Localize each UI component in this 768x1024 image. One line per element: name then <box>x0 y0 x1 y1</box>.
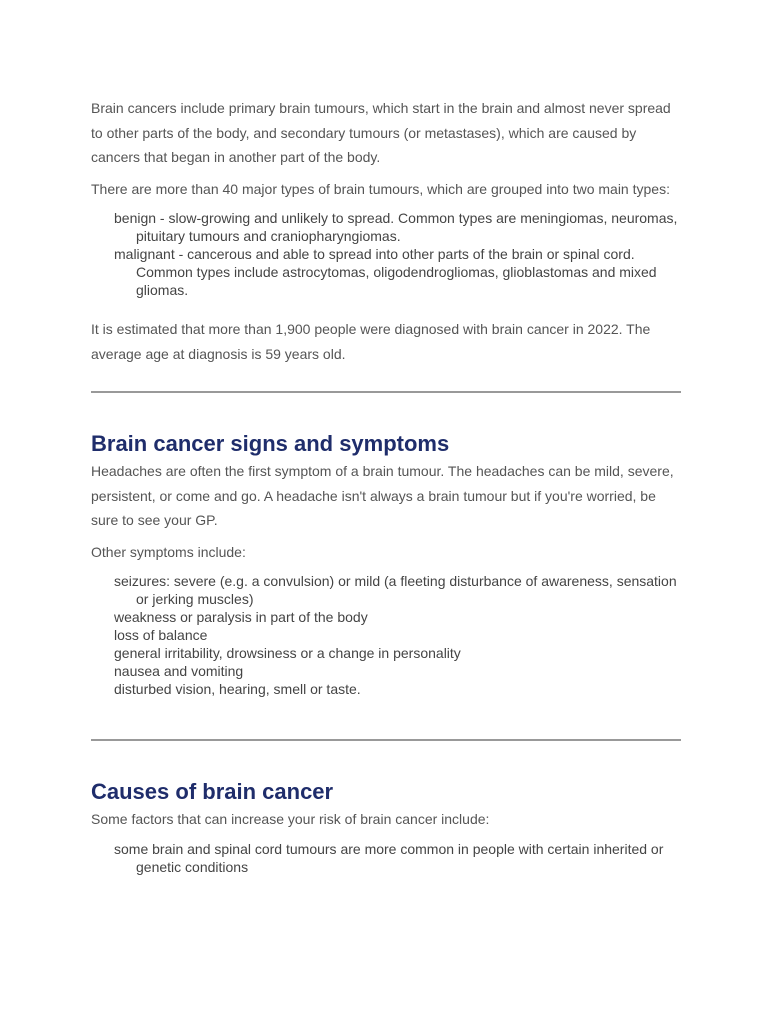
causes-heading: Causes of brain cancer <box>91 779 334 804</box>
list-item: some brain and spinal cord tumours are more common in people with certain inherited or genetic conditions <box>114 840 664 875</box>
list-item: general irritability, drowsiness or a change in personality <box>114 645 461 661</box>
list-item: benign - slow-growing and unlikely to spread. Common types are meningiomas, neuromas, pituitary tumours and craniopharyngiomas. <box>114 210 678 244</box>
symptoms-heading: Brain cancer signs and symptoms <box>91 431 450 456</box>
causes-paragraph: Some factors that can increase your risk of brain cancer include: <box>91 811 490 827</box>
symptoms-list <box>91 572 681 698</box>
list-item: weakness or paralysis in part of the body <box>114 609 368 625</box>
article <box>91 96 681 876</box>
symptoms-section <box>91 393 681 698</box>
list-item: seizures: severe (e.g. a convulsion) or mild (a fleeting disturbance of awareness, sensation or jerking muscles) <box>114 573 677 607</box>
tumour-types-list <box>91 209 681 299</box>
list-item: loss of balance <box>114 627 208 643</box>
list-item: malignant - cancerous and able to spread into other parts of the brain or spinal cord. Common types include astrocytomas, oligodendrogliomas, glioblastomas and mixed gliomas. <box>114 246 657 298</box>
causes-list <box>91 840 681 876</box>
causes-section <box>91 741 681 876</box>
intro-types-paragraph: There are more than 40 major types of brain tumours, which are grouped into two main types: <box>91 180 670 197</box>
intro-paragraph: Brain cancers include primary brain tumours, which start in the brain and almost never spread to other parts of the body, and secondary tumours (or metastases), which are caused by cancers that began in another part of the body. <box>91 100 671 165</box>
symptoms-paragraph: Headaches are often the first symptom of a brain tumour. The headaches can be mild, severe, persistent, or come and go. A headache isn't always a brain tumour but if you're worried, be sure to see your GP. <box>91 463 674 528</box>
list-item: nausea and vomiting <box>114 663 244 679</box>
intro-section <box>91 96 681 366</box>
other-symptoms-label: Other symptoms include: <box>91 543 246 560</box>
statistics-paragraph: It is estimated that more than 1,900 people were diagnosed with brain cancer in 2022. The average age at diagnosis is 59 years old. <box>91 321 651 362</box>
list-item: disturbed vision, hearing, smell or taste. <box>114 681 361 697</box>
